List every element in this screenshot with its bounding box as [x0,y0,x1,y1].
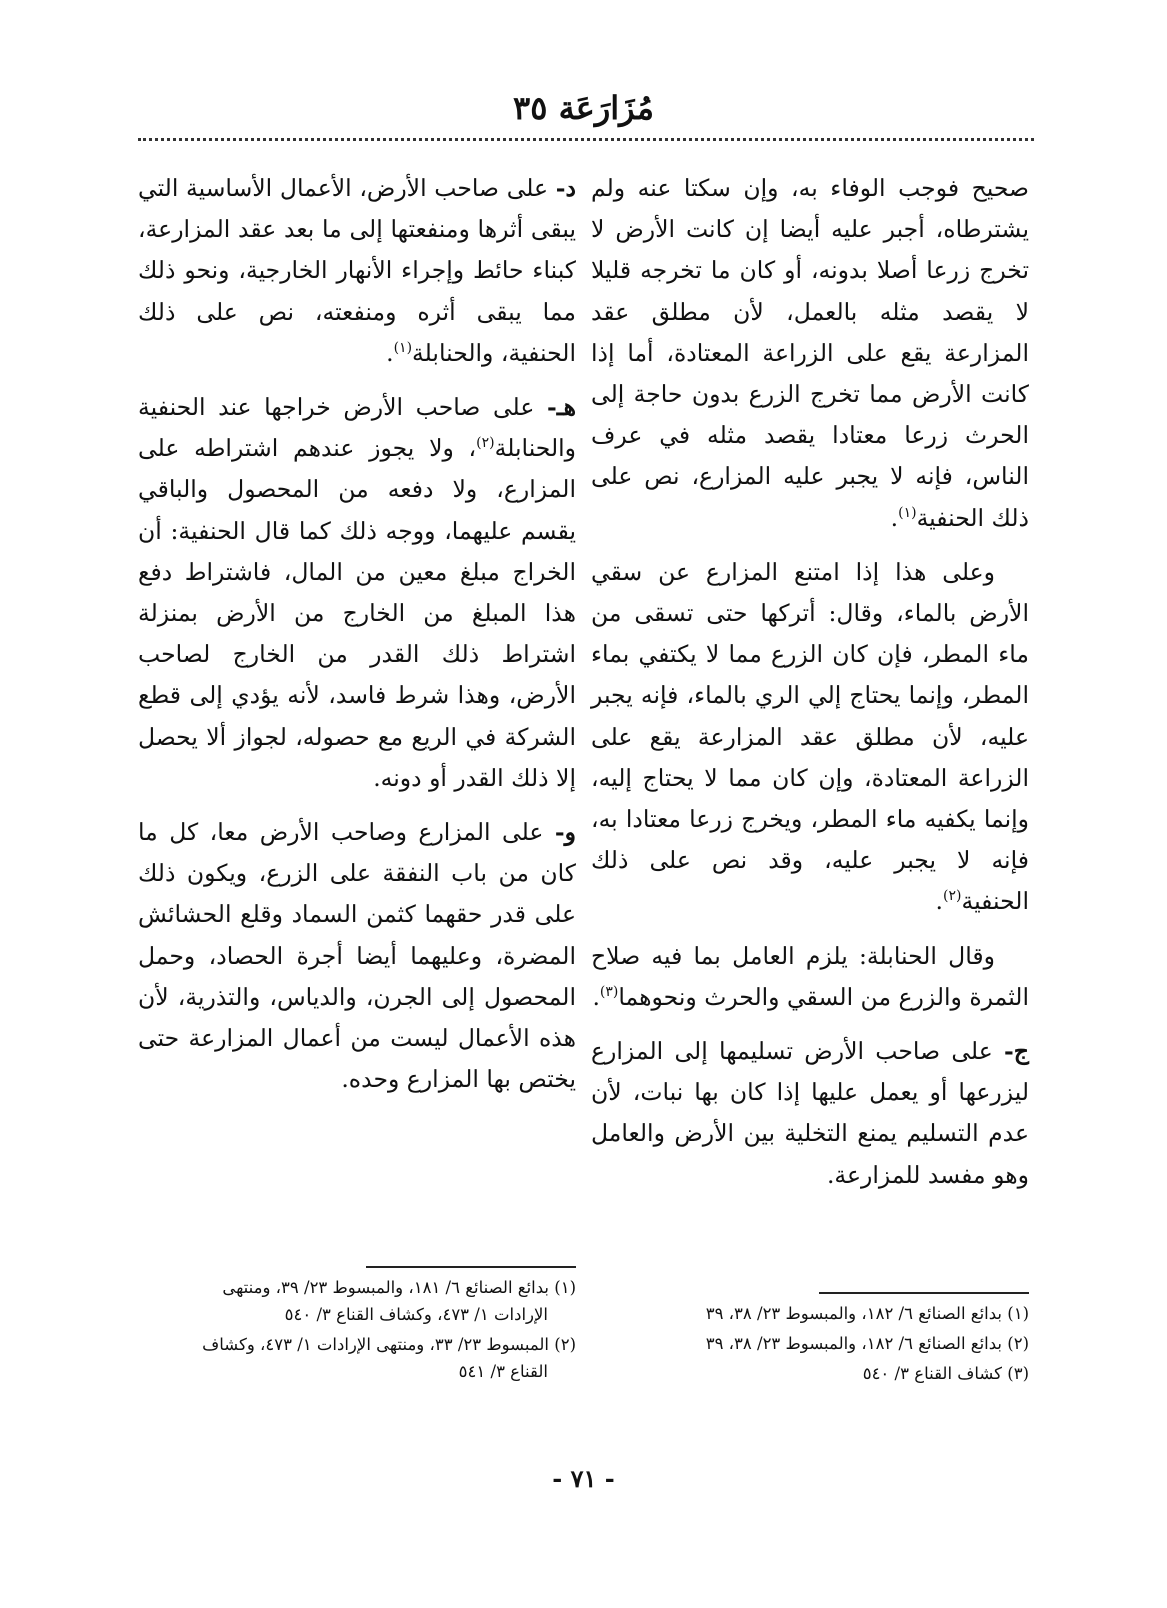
footnote [138,1274,576,1328]
paragraph [591,552,1029,923]
footnote-line-continued: القناع ٣/ ٥٤١ [458,1362,548,1381]
paragraph-text: على المزارع وصاحب الأرض معا، كل ما كان من باب النفقة على الزرع، ويكون ذلك على قدر حقهما كثمن السماد وقلع الحشائش المضرة، وعليهما أيضا أجرة الحصاد، وحمل المحصول إلى الجرن، والدياس، والتذرية، لأن هذه الأعمال ليست من أعمال المزارعة حتى يختص بها المزارع وحده. [138,818,576,1094]
footnote-marker: (١) [393,339,413,356]
footnote-marker: (٢) [943,888,962,905]
paragraph-text: وقال الحنابلة: يلزم العامل بما فيه صلاح الثمرة والزرع من السقي والحرث ونحوهما [591,941,1029,1011]
paragraph-text: على صاحب الأرض، الأعمال الأساسية التي يبقى أثرها ومنفعتها إلى ما بعد عقد المزارعة، كبناء حائط وإجراء الأنهار الخارجية، ونحو ذلك مما يبقى أثره ومنفعته، نص على ذلك الحنفية، والحنابلة [138,174,576,367]
footnote-marker: (١) [898,504,917,521]
paragraph-label: د- [555,174,576,202]
paragraph [591,1031,1029,1196]
footnotes-right [591,1292,1029,1390]
paragraph-text: على صاحب الأرض خراجها عند الحنفية والحنابلة [138,393,576,463]
paragraph [591,168,1029,539]
paragraph-text: صحيح فوجب الوفاء به، وإن سكتا عنه ولم يشترطاه، أجبر عليه أيضا إن كانت الأرض لا تخرج زرعا أصلا بدونه، أو كان ما تخرجه قليلا لا يقصد مثله بالعمل، لأن مطلق عقد المزارعة يقع على الزراعة المعتادة، أما إذا كانت الأرض مما تخرج الزرع بدون حاجة إلى الحرث زرعا معتادا يقصد مثله في عرف الناس، فإنه لا يجبر عليه المزارع، نص على ذلك الحنفية [591,174,1029,532]
paragraph-end: . [386,338,394,367]
footnote-line-continued: الإرادات ١/ ٤٧٣، وكشاف القناع ٣/ ٥٤٠ [284,1305,548,1324]
paragraph-text: وعلى هذا إذا امتنع المزارع عن سقي الأرض بالماء، وقال: أتركها حتى تسقى من ماء المطر، فإن كان الزرع مما لا يكتفي بماء المطر، وإنما يحتاج إلي الري بالماء، فإنه يجبر عليه، لأن مطلق عقد المزارعة يقع على الزراعة المعتادة، وإن كان مما لا يحتاج إليه، وإنما يكفيه ماء المطر، ويخرج زرعا معتادا به، فإنه لا يجبر عليه، وقد نص على ذلك الحنفية [591,557,1029,916]
footnote-line: (٢) المبسوط ٢٣/ ٣٣، ومنتهى الإرادات ١/ ٤٧٣، وكشاف [202,1335,576,1354]
paragraph-end: . [592,982,600,1011]
paragraph-label: ج- [1004,1037,1029,1066]
paragraph-label: هـ- [546,393,576,422]
footnote: (٣) كشاف القناع ٣/ ٥٤٠ [862,1364,1029,1383]
paragraph-end: . [890,503,899,532]
running-head-title: مُزَارَعَة ٣٥ [513,89,654,127]
footnote-rule [819,1292,1029,1294]
paragraph-text: على صاحب الأرض تسليمها إلى المزارع ليزرعها أو يعمل عليها إذا كان بها نبات، لأن عدم التسليم يمنع التخلية بين الأرض والعامل وهو مفسد للمزارعة. [591,1037,1029,1189]
footnote: (١) بدائع الصنائع ٦/ ١٨٢، والمبسوط ٢٣/ ٣٨، ٣٩ [705,1304,1029,1323]
footnote-rule [366,1266,576,1268]
footnote-marker: (٣) [599,984,619,1001]
paragraph [138,387,576,799]
paragraph-text-continued: ، ولا يجوز عندهم اشتراطه على المزارع، ولا دفعه من المحصول والباقي يقسم عليهما، ووجه ذلك كما قال الحنفية: أن الخراج مبلغ معين من المال، فاشتراط دفع هذا المبلغ من الخارج من الأرض بمنزلة اشتراط ذلك القدر من الخارج لصاحب الأرض، وهذا شرط فاسد، لأنه يؤدي إلى قطع الشركة في الريع مع حصوله، لجواز ألا يحصل إلا ذلك القدر أو دونه. [138,434,576,792]
footnote-marker: (٢) [476,435,495,452]
footnote-line: (١) بدائع الصنائع ٦/ ١٨١، والمبسوط ٢٣/ ٣٩، ومنتهى [222,1278,576,1297]
paragraph-end: . [935,887,943,916]
page-number: - ٧١ - [552,1464,615,1493]
paragraph [591,936,1029,1018]
paragraph-label: و- [554,818,576,847]
footnote [138,1331,576,1385]
left-text-column [138,168,576,1113]
footnotes-left [138,1266,576,1388]
right-text-column [591,168,1029,1209]
paragraph [138,812,576,1100]
footnote: (٢) بدائع الصنائع ٦/ ١٨٢، والمبسوط ٢٣/ ٣٨، ٣٩ [705,1334,1029,1353]
header-dotted-rule [138,138,1034,141]
paragraph [138,168,576,374]
